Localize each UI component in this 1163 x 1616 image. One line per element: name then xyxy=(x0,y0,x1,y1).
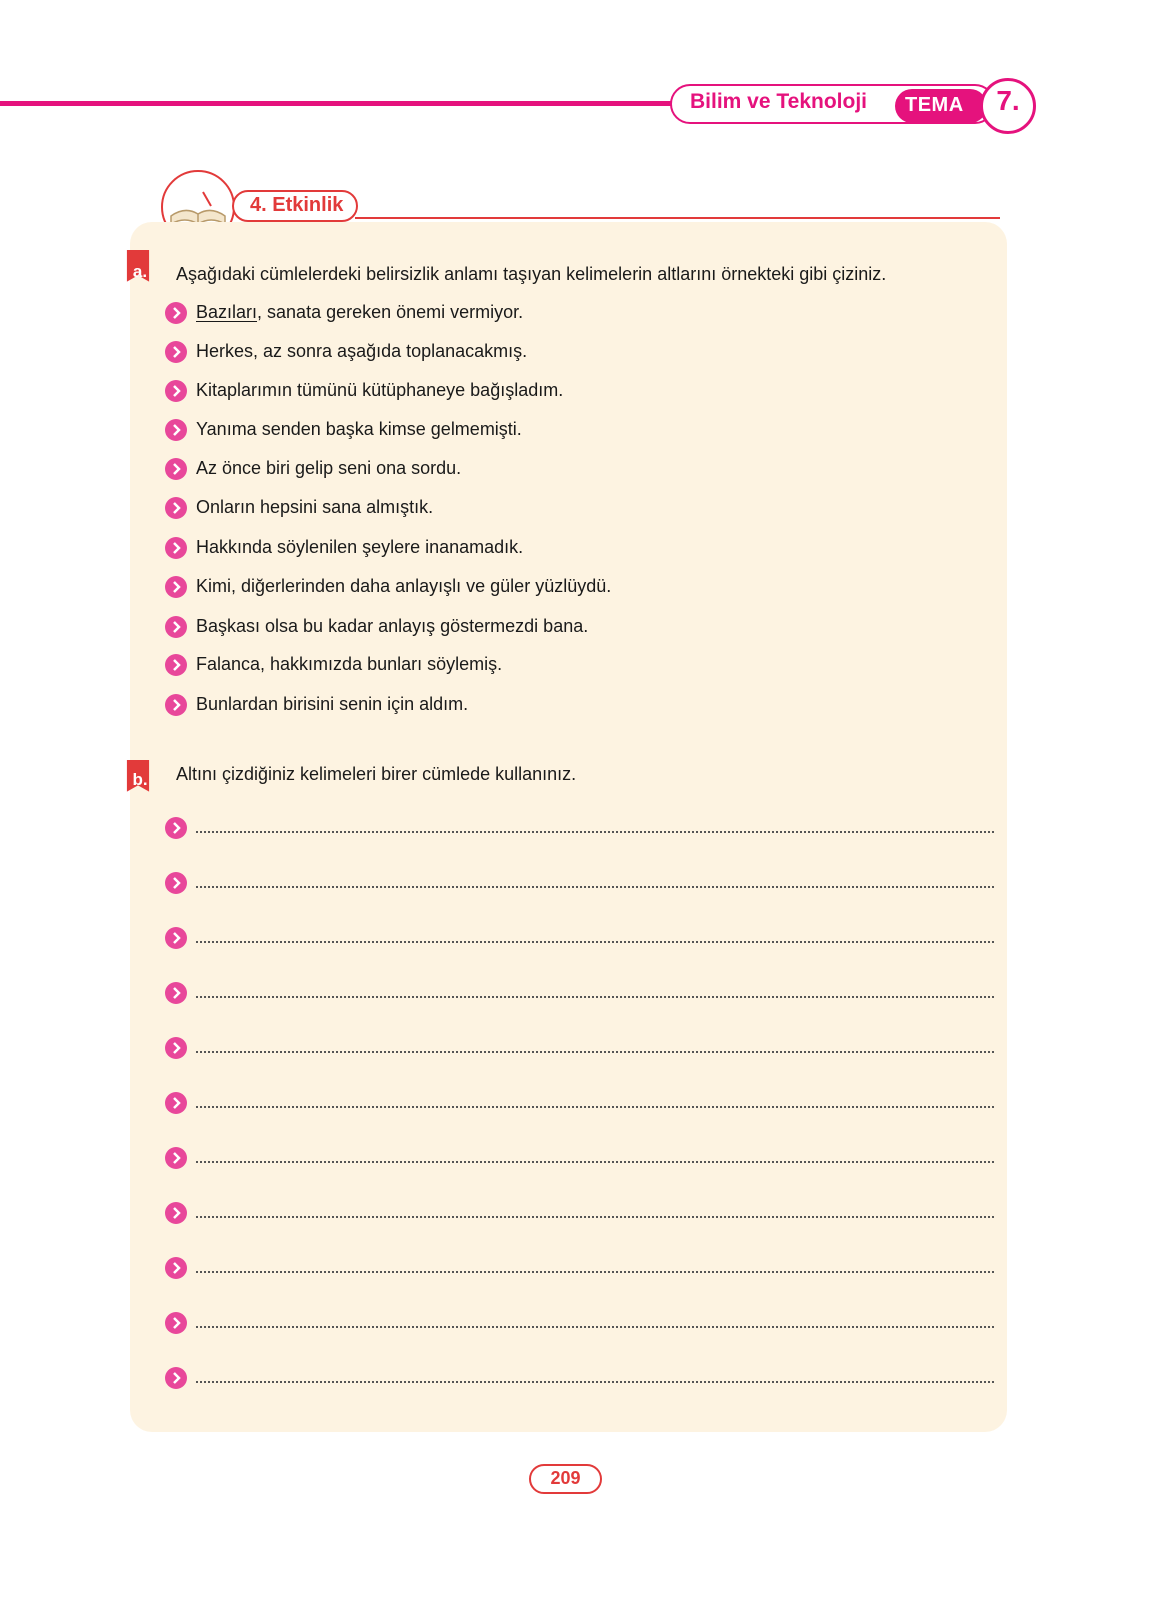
header-rule xyxy=(0,101,700,106)
dotted-answer-field[interactable] xyxy=(196,1365,994,1383)
part-b-marker-label: b. xyxy=(132,770,148,789)
chevron-right-icon xyxy=(164,871,188,895)
dotted-answer-field[interactable] xyxy=(196,815,994,833)
dotted-answer-field[interactable] xyxy=(196,870,994,888)
chevron-right-icon xyxy=(164,693,188,717)
chevron-right-icon xyxy=(164,1146,188,1170)
sentence-text: Bunlardan birisini senin için aldım. xyxy=(196,694,469,714)
chevron-right-icon xyxy=(164,575,188,599)
theme-title: Bilim ve Teknoloji xyxy=(690,90,867,113)
sentence-text: Kimi, diğerlerinden daha anlayışlı ve güler yüzlüydü. xyxy=(196,576,612,596)
activity-title: 4. Etkinlik xyxy=(250,194,344,216)
example-underlined-word: Bazıları xyxy=(196,302,258,322)
dotted-answer-field[interactable] xyxy=(196,1200,994,1218)
chevron-right-icon xyxy=(164,301,188,325)
part-a-instruction: Aşağıdaki cümlelerdeki belirsizlik anlamı taşıyan kelimelerin altlarını örnekteki gibi çiziniz. xyxy=(176,264,887,284)
dotted-answer-field[interactable] xyxy=(196,1035,994,1053)
dotted-answer-field[interactable] xyxy=(196,1090,994,1108)
sentence-text: Az önce biri gelip seni ona sordu. xyxy=(196,458,462,478)
dotted-answer-field[interactable] xyxy=(196,925,994,943)
example-sentence xyxy=(196,302,523,323)
dotted-answer-field[interactable] xyxy=(196,1310,994,1328)
dotted-answer-field[interactable] xyxy=(196,1145,994,1163)
example-rest: , sanata gereken önemi vermiyor. xyxy=(257,302,524,322)
part-a-marker-label: a. xyxy=(132,262,148,281)
chevron-right-icon xyxy=(164,926,188,950)
chevron-right-icon xyxy=(164,496,188,520)
chevron-right-icon xyxy=(164,418,188,442)
chevron-right-icon xyxy=(164,1311,188,1335)
chevron-right-icon xyxy=(164,1366,188,1390)
chevron-right-icon xyxy=(164,615,188,639)
chevron-right-icon xyxy=(164,1201,188,1225)
tema-label: TEMA xyxy=(905,94,964,116)
sentence-text: Falanca, hakkımızda bunları söylemiş. xyxy=(196,654,503,674)
chevron-right-icon xyxy=(164,379,188,403)
dotted-answer-field[interactable] xyxy=(196,1255,994,1273)
chevron-right-icon xyxy=(164,457,188,481)
sentence-text: Yanıma senden başka kimse gelmemişti. xyxy=(196,419,522,439)
sentence-text: Onların hepsini sana almıştık. xyxy=(196,497,434,517)
chevron-right-icon xyxy=(164,653,188,677)
page-number: 209 xyxy=(550,1468,581,1488)
chevron-right-icon xyxy=(164,816,188,840)
tema-number: 7. xyxy=(996,85,1020,116)
chevron-right-icon xyxy=(164,981,188,1005)
sentence-text: Herkes, az sonra aşağıda toplanacakmış. xyxy=(196,341,528,361)
chevron-right-icon xyxy=(164,1091,188,1115)
dotted-answer-field[interactable] xyxy=(196,980,994,998)
activity-rule xyxy=(355,217,1000,219)
chevron-right-icon xyxy=(164,1036,188,1060)
sentence-text: Kitaplarımın tümünü kütüphaneye bağışladım. xyxy=(196,380,564,400)
sentence-text: Hakkında söylenilen şeylere inanamadık. xyxy=(196,537,524,557)
chevron-right-icon xyxy=(164,340,188,364)
part-b-instruction: Altını çizdiğiniz kelimeleri birer cümlede kullanınız. xyxy=(176,764,577,784)
chevron-right-icon xyxy=(164,1256,188,1280)
sentence-text: Başkası olsa bu kadar anlayış göstermezdi bana. xyxy=(196,616,589,636)
chevron-right-icon xyxy=(164,536,188,560)
